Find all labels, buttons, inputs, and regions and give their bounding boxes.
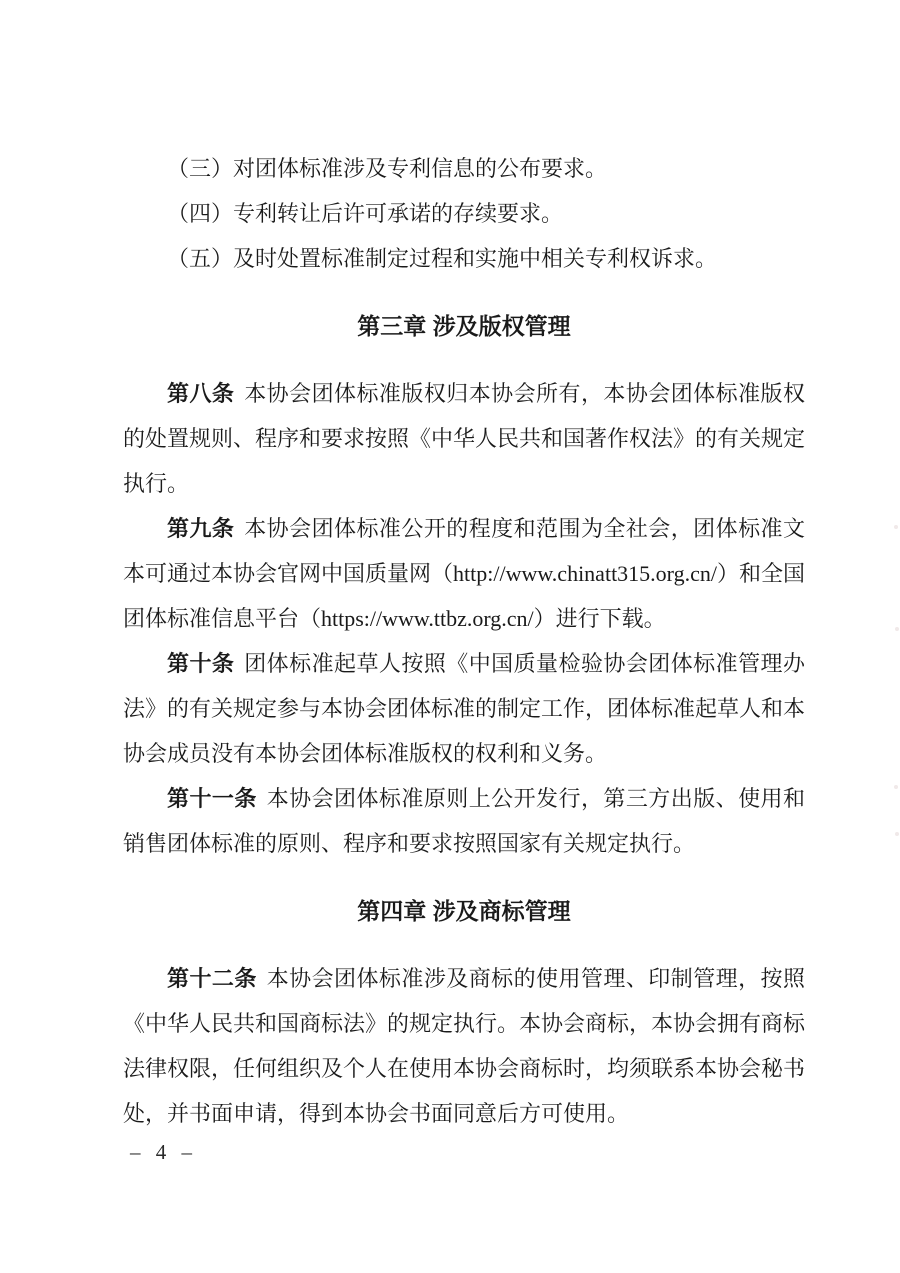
scan-artifact [894,525,898,529]
list-item-4: （四）专利转让后许可承诺的存续要求。 [167,201,564,226]
article-8 [123,371,805,506]
article-10-text: 团体标准起草人按照《中国质量检验协会团体标准管理办法》的有关规定参与本协会团体标准的制定工作，团体标准起草人和本协会成员没有本协会团体标准版权的权利和义务。 [123,651,806,766]
chapter-4-heading: 第四章 涉及商标管理 [357,898,571,924]
article-9-label: 第九条 [167,516,235,541]
article-11-text: 本协会团体标准原则上公开发行，第三方出版、使用和销售团体标准的原则、程序和要求按照国家有关规定执行。 [123,786,805,856]
list-item-3: （三）对团体标准涉及专利信息的公布要求。 [167,156,608,181]
article-8-label: 第八条 [167,381,235,406]
article-9 [123,506,805,641]
article-12-text: 本协会团体标准涉及商标的使用管理、印制管理，按照《中华人民共和国商标法》的规定执行。本协会商标，本协会拥有商标法律权限，任何组织及个人在使用本协会商标时，均须联系本协会秘书处，并书面申请，得到本协会书面同意后方可使用。 [123,966,806,1126]
article-11-label: 第十一条 [167,786,257,811]
scan-artifact [895,627,899,631]
article-11 [123,776,805,866]
page-number: – 4 – [130,1140,197,1164]
list-item-5: （五）及时处置标准制定过程和实施中相关专利权诉求。 [167,246,718,271]
article-10-label: 第十条 [167,651,235,676]
article-12-label: 第十二条 [167,966,257,991]
article-9-text: 本协会团体标准公开的程度和范围为全社会，团体标准文本可通过本协会官网中国质量网（http://www.chinatt315.org.cn/）和全国团体标准信息平台（https://www.ttbz.org.cn/）进行下载。 [123,516,805,631]
article-8-text: 本协会团体标准版权归本协会所有，本协会团体标准版权的处置规则、程序和要求按照《中华人民共和国著作权法》的有关规定执行。 [123,381,806,496]
article-12 [123,956,805,1136]
article-10 [123,641,805,776]
scan-artifact [894,785,898,789]
chapter-3-heading: 第三章 涉及版权管理 [357,313,571,339]
scan-artifact [895,832,899,836]
